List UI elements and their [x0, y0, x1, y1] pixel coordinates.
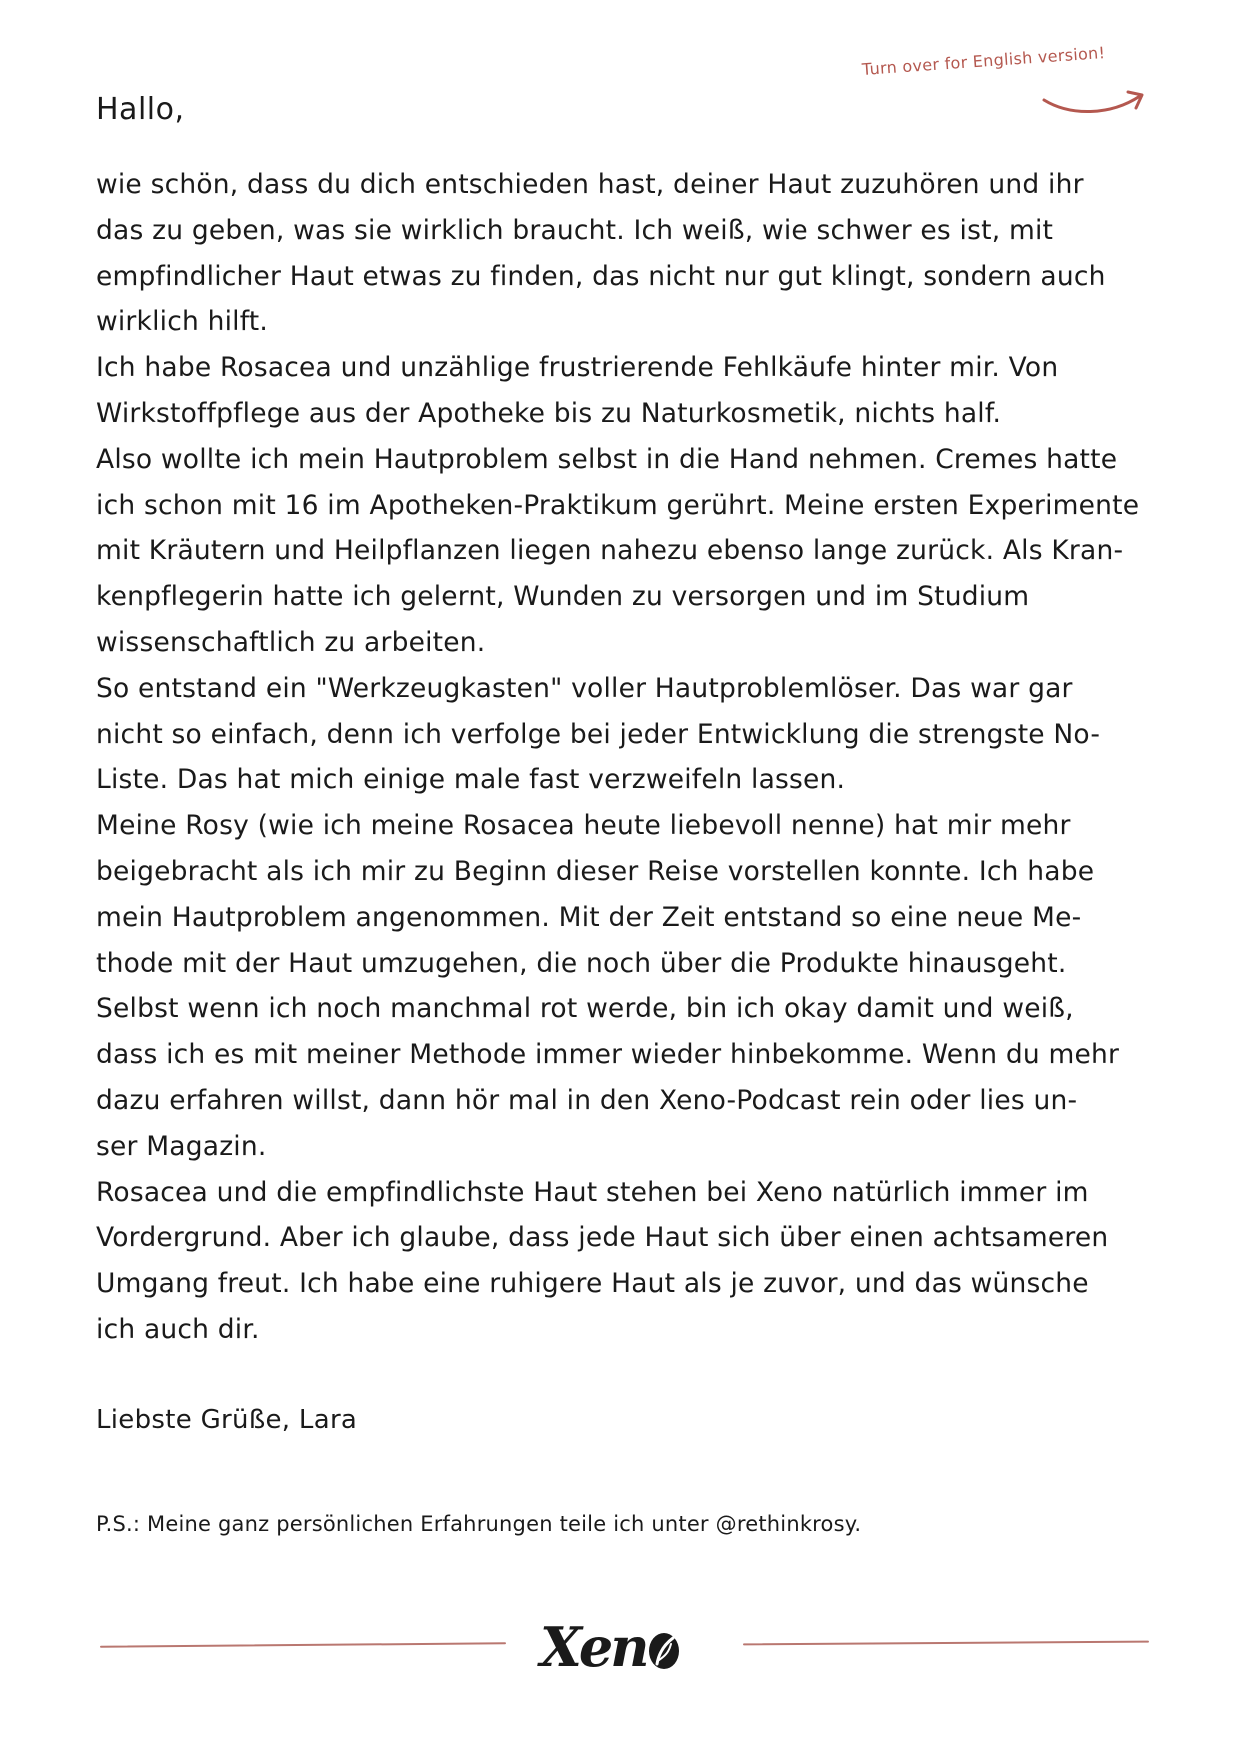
logo-wordmark: Xen — [540, 1615, 647, 1679]
body-line: Selbst wenn ich noch manchmal rot werde, bin ich okay damit und weiß, — [96, 993, 1074, 1025]
body-line: dass ich es mit meiner Methode immer wieder hinbekomme. Wenn du mehr — [96, 1039, 1120, 1071]
turn-over-note: Turn over for English version! — [861, 43, 1106, 79]
body-line: Also wollte ich mein Hautproblem selbst in die Hand nehmen. Cremes hatte — [96, 443, 1118, 475]
body-line: Vordergrund. Aber ich glaube, dass jede Haut sich über einen achtsameren — [96, 1222, 1109, 1254]
body-line: ich schon mit 16 im Apotheken-Praktikum gerührt. Meine ersten Experimente — [96, 489, 1140, 521]
body-line: mein Hautproblem angenommen. Mit der Zeit entstand so eine neue Me- — [96, 901, 1082, 933]
body-line: das zu geben, was sie wirklich braucht. Ich weiß, wie schwer es ist, mit — [96, 214, 1054, 246]
body-line: thode mit der Haut umzugehen, die noch über die Produkte hinausgeht. — [96, 947, 1067, 979]
letter-greeting: Hallo, — [96, 92, 185, 127]
xeno-logo — [540, 1614, 681, 1679]
body-line: mit Kräutern und Heilpflanzen liegen nahezu ebenso lange zurück. Als Kran- — [96, 535, 1124, 567]
postscript: P.S.: Meine ganz persönlichen Erfahrungen teile ich unter @rethinkrosy. — [96, 1512, 862, 1536]
body-line: Liste. Das hat mich einige male fast verzweifeln lassen. — [96, 764, 846, 796]
body-line: empfindlicher Haut etwas zu finden, das nicht nur gut klingt, sondern auch — [96, 260, 1106, 292]
body-line: kenpflegerin hatte ich gelernt, Wunden zu versorgen und im Studium — [96, 581, 1030, 613]
letter-closing: Liebste Grüße, Lara — [96, 1405, 358, 1435]
body-line: Rosacea und die empfindlichste Haut stehen bei Xeno natürlich immer im — [96, 1176, 1089, 1208]
body-line: wirklich hilft. — [96, 306, 268, 338]
body-line: Wirkstoffpflege aus der Apotheke bis zu Naturkosmetik, nichts half. — [96, 397, 1002, 429]
body-line: So entstand ein "Werkzeugkasten" voller Hautproblemlöser. Das war gar — [96, 672, 1073, 704]
divider-right — [743, 1641, 1149, 1646]
body-line: beigebracht als ich mir zu Beginn dieser Reise vorstellen konnte. Ich habe — [96, 855, 1095, 887]
body-line: wissenschaftlich zu arbeiten. — [96, 626, 486, 658]
curved-arrow-right-icon — [1040, 86, 1150, 126]
divider-left — [100, 1642, 506, 1648]
body-line: wie schön, dass du dich entschieden hast, deiner Haut zuzuhören und ihr — [96, 169, 1084, 200]
footer — [0, 1600, 1240, 1680]
body-line: nicht so einfach, denn ich verfolge bei jeder Entwicklung die strengste No- — [96, 718, 1101, 750]
leaf-o-icon — [647, 1626, 681, 1670]
body-line: Umgang freut. Ich habe eine ruhigere Haut als je zuvor, und das wünsche — [96, 1268, 1089, 1300]
body-line: Ich habe Rosacea und unzählige frustrierende Fehlkäufe hinter mir. Von — [96, 352, 1059, 384]
body-line: dazu erfahren willst, dann hör mal in den Xeno-Podcast rein oder lies un- — [96, 1084, 1078, 1116]
body-line: ser Magazin. — [96, 1130, 267, 1162]
letter-body — [96, 162, 1146, 1353]
body-line: ich auch dir. — [96, 1313, 260, 1345]
body-line: Meine Rosy (wie ich meine Rosacea heute liebevoll nenne) hat mir mehr — [96, 810, 1071, 842]
